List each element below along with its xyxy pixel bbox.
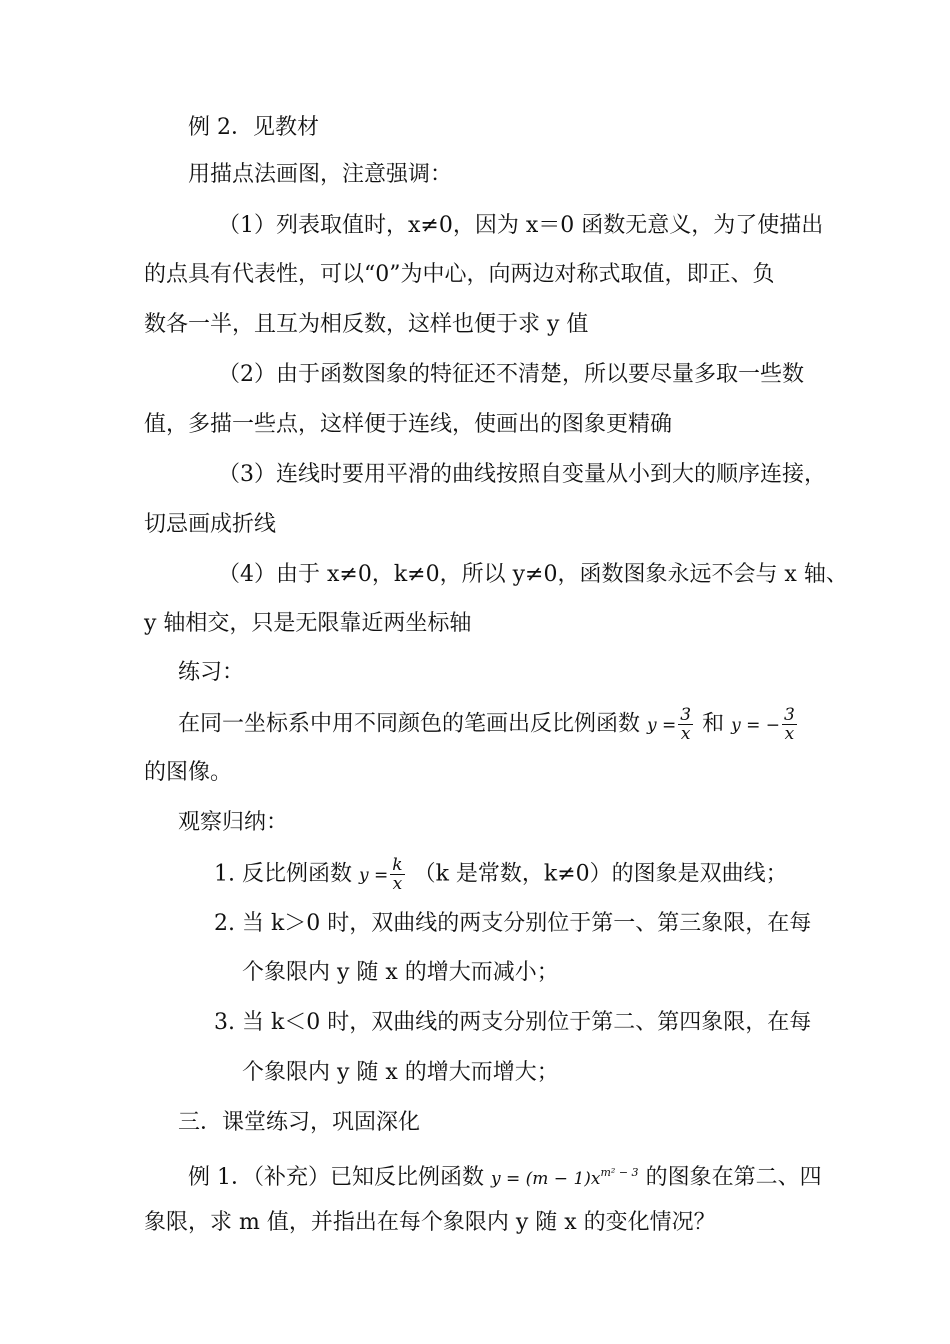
point-2-line-1: （2）由于函数图象的特征还不清楚，所以要尽量多取一些数 xyxy=(218,362,804,387)
example-1-post: 的图象在第二、四 xyxy=(645,1165,822,1190)
fraction-denominator: x xyxy=(784,724,795,744)
point-1-line-2: 的点具有代表性，可以“0”为中心，向两边对称式取值，即正、负 xyxy=(144,262,775,287)
formula-y-eq-k-over-x xyxy=(390,856,404,893)
observation-1 xyxy=(214,856,788,893)
formula-y-eq-k-over-x-lhs: y = xyxy=(358,865,389,886)
practice-heading: 练习： xyxy=(178,660,245,685)
example-2-heading: 例 2．见教材 xyxy=(188,115,319,140)
point-2-line-2: 值，多描一些点，这样便于连线，使画出的图象更精确 xyxy=(144,412,673,437)
fraction-numerator: 3 xyxy=(680,705,692,725)
fraction-numerator: k xyxy=(392,855,403,875)
formula-y-eq-3-over-x xyxy=(678,706,693,743)
formula-y-eq-neg-3-over-x xyxy=(782,706,797,743)
observation-2-line-2: 个象限内 y 随 x 的增大而减小； xyxy=(242,960,559,985)
point-3-line-1: （3）连线时要用平滑的曲线按照自变量从小到大的顺序连接， xyxy=(218,462,826,487)
example-1-line-1 xyxy=(188,1158,822,1194)
instruction-line: 用描点法画图，注意强调： xyxy=(188,162,453,187)
example-1-pre: 例 1．（补充）已知反比例函数 xyxy=(188,1165,484,1190)
observation-2-line-1: 2. 当 k＞0 时，双曲线的两支分别位于第一、第三象限，在每 xyxy=(214,911,812,936)
formula-power-function xyxy=(491,1166,639,1189)
formula-exponent: m² − 3 xyxy=(600,1166,639,1179)
observe-heading: 观察归纳： xyxy=(178,810,289,835)
point-3-line-2: 切忌画成折线 xyxy=(144,512,277,537)
fraction-numerator: 3 xyxy=(784,705,795,725)
fraction-denominator: x xyxy=(392,874,403,894)
point-1-line-1: （1）列表取值时，x≠0，因为 x＝0 函数无意义，为了使描出 xyxy=(218,213,824,238)
formula-y-eq-3-over-x-lhs: y = xyxy=(647,715,677,736)
practice-line-2: 的图像。 xyxy=(144,760,233,785)
formula-y-eq-neg-3-over-x-lhs: y = − xyxy=(731,715,781,736)
observation-3-line-2: 个象限内 y 随 x 的增大而增大； xyxy=(242,1060,559,1085)
formula-base: y = (m − 1)x xyxy=(491,1169,601,1189)
point-1-line-3: 数各一半，且互为相反数，这样也便于求 y 值 xyxy=(144,312,589,337)
point-4-line-2: y 轴相交，只是无限靠近两坐标轴 xyxy=(144,611,472,636)
practice-text: 在同一坐标系中用不同颜色的笔画出反比例函数 xyxy=(178,711,641,737)
fraction-denominator: x xyxy=(680,724,691,744)
practice-line-1 xyxy=(178,706,799,743)
observation-1-pre: 1. 反比例函数 xyxy=(214,861,352,887)
observation-3-line-1: 3. 当 k＜0 时，双曲线的两支分别位于第二、第四象限，在每 xyxy=(214,1010,812,1035)
and-word: 和 xyxy=(702,711,725,737)
section-3-heading: 三．课堂练习，巩固深化 xyxy=(178,1110,421,1135)
example-1-line-2: 象限，求 m 值，并指出在每个象限内 y 随 x 的变化情况？ xyxy=(144,1210,716,1235)
point-4-line-1: （4）由于 x≠0，k≠0，所以 y≠0，函数图象永远不会与 x 轴、 xyxy=(218,562,848,587)
observation-1-post: （k 是常数，k≠0）的图象是双曲线； xyxy=(413,861,788,887)
